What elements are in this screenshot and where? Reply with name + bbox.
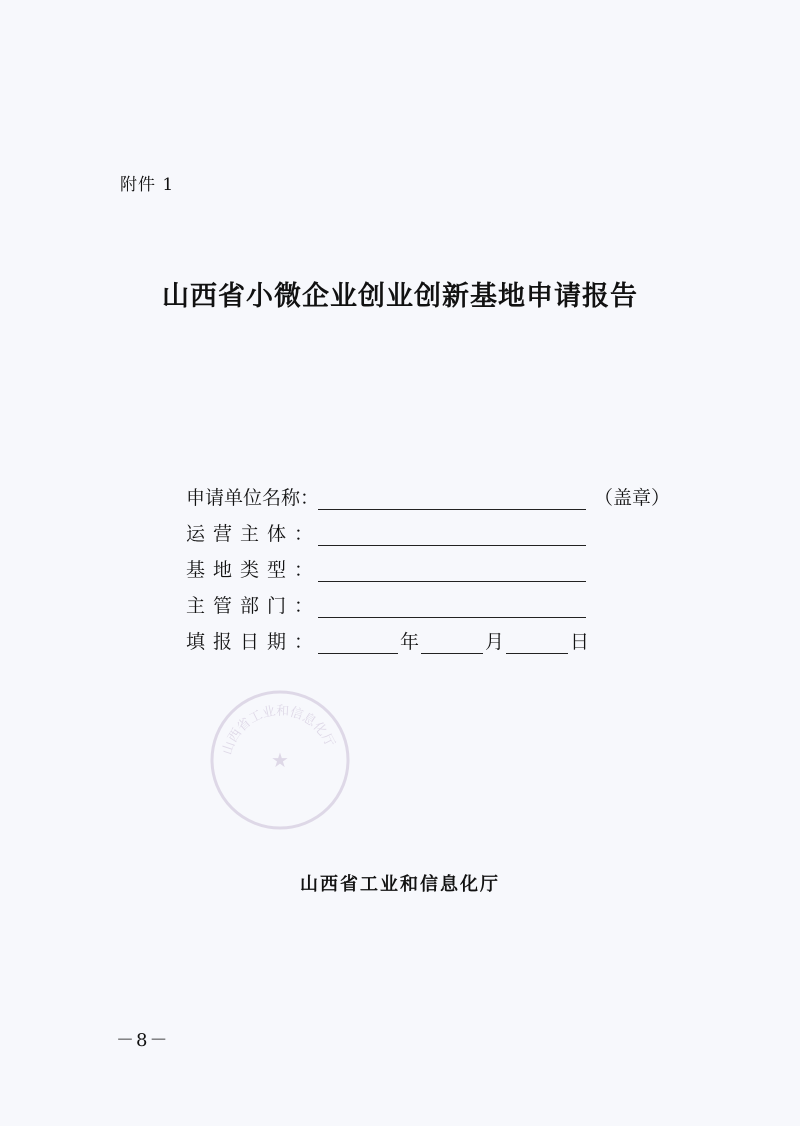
authority-label: 主管部门： <box>186 595 322 617</box>
day-blank <box>506 631 568 654</box>
year-unit: 年 <box>400 631 420 653</box>
form-row-applicant <box>186 474 686 510</box>
applicant-label: 申请单位名称： <box>186 487 320 509</box>
document-title: 山西省小微企业创业创新基地申请报告 <box>162 281 638 312</box>
authority-blank <box>318 595 586 618</box>
form-row-base-type <box>186 546 686 582</box>
seal-suffix: （盖章） <box>594 487 671 509</box>
applicant-blank <box>318 487 586 510</box>
base-type-blank <box>318 559 586 582</box>
form-row-authority <box>186 582 686 618</box>
operator-blank <box>318 523 586 546</box>
form-row-operator <box>186 510 686 546</box>
seal-text: 山西省工业和信息化厅 <box>220 703 338 757</box>
page-number: －8－ <box>116 1030 170 1051</box>
base-type-label: 基地类型： <box>186 559 322 581</box>
date-label: 填报日期： <box>186 631 322 653</box>
operator-label: 运营主体： <box>186 523 322 545</box>
form-row-date <box>186 618 686 654</box>
day-unit: 日 <box>570 631 590 653</box>
year-blank <box>318 631 398 654</box>
attachment-label: 附件 1 <box>120 175 175 195</box>
application-form <box>186 474 686 654</box>
svg-text:★: ★ <box>271 748 289 772</box>
issuing-authority: 山西省工业和信息化厅 <box>300 874 500 895</box>
official-seal <box>205 685 355 835</box>
month-blank <box>421 631 483 654</box>
month-unit: 月 <box>485 631 505 653</box>
